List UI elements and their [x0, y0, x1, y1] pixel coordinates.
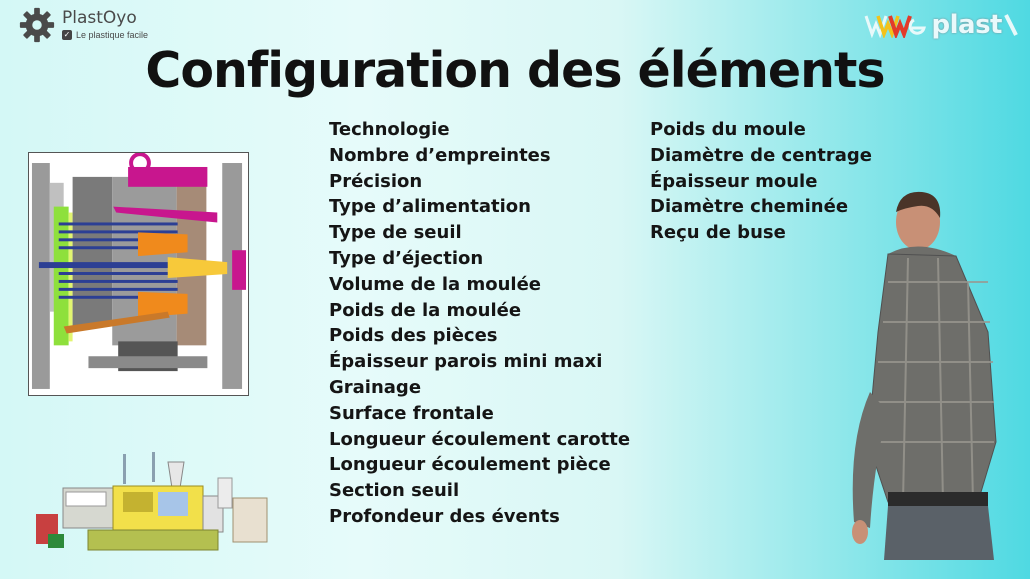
list-item: Épaisseur parois mini maxi [329, 351, 603, 373]
list-item: Type de seuil [329, 222, 462, 244]
list-item: Longueur écoulement pièce [329, 454, 611, 476]
gear-icon [18, 6, 56, 44]
right-config-list [650, 117, 872, 246]
list-item: Diamètre cheminée [650, 196, 849, 218]
injection-machine-illustration [28, 448, 270, 556]
brand-text: plast [931, 10, 1002, 40]
list-item: Poids du moule [650, 119, 806, 140]
list-item: Poids des pièces [329, 325, 498, 347]
list-item: Précision [329, 170, 423, 192]
list-item: Volume de la moulée [329, 273, 541, 295]
list-item: Poids de la moulée [329, 299, 522, 321]
list-item: Longueur écoulement carotte [329, 428, 631, 450]
page-title: Configuration des éléments [145, 42, 885, 99]
mold-diagram [28, 152, 249, 396]
weplast-logo [864, 10, 1018, 40]
logo-name: PlastOyo [62, 8, 137, 28]
list-item: Épaisseur moule [650, 170, 818, 192]
logo-tagline: Le plastique facile [76, 29, 149, 40]
list-item: Type d’éjection [329, 247, 484, 269]
logo-tagline-row [62, 30, 148, 40]
list-item: Nombre d’empreintes [329, 144, 551, 166]
plastoyo-logo [18, 6, 148, 44]
list-item: Reçu de buse [650, 222, 786, 244]
list-item: Section seuil [329, 480, 460, 502]
list-item: Diamètre de centrage [650, 144, 872, 166]
list-item: Surface frontale [329, 402, 494, 424]
brand-slash-icon [1004, 13, 1018, 37]
list-item: Profondeur des évents [329, 505, 560, 527]
person-figure [848, 182, 1000, 560]
list-item: Technologie [329, 119, 450, 140]
left-config-list [329, 117, 630, 530]
list-item: Type d’alimentation [329, 196, 531, 218]
list-item: Grainage [329, 376, 422, 398]
weplast-mark-icon [864, 12, 930, 38]
check-icon: ✓ [63, 30, 71, 39]
